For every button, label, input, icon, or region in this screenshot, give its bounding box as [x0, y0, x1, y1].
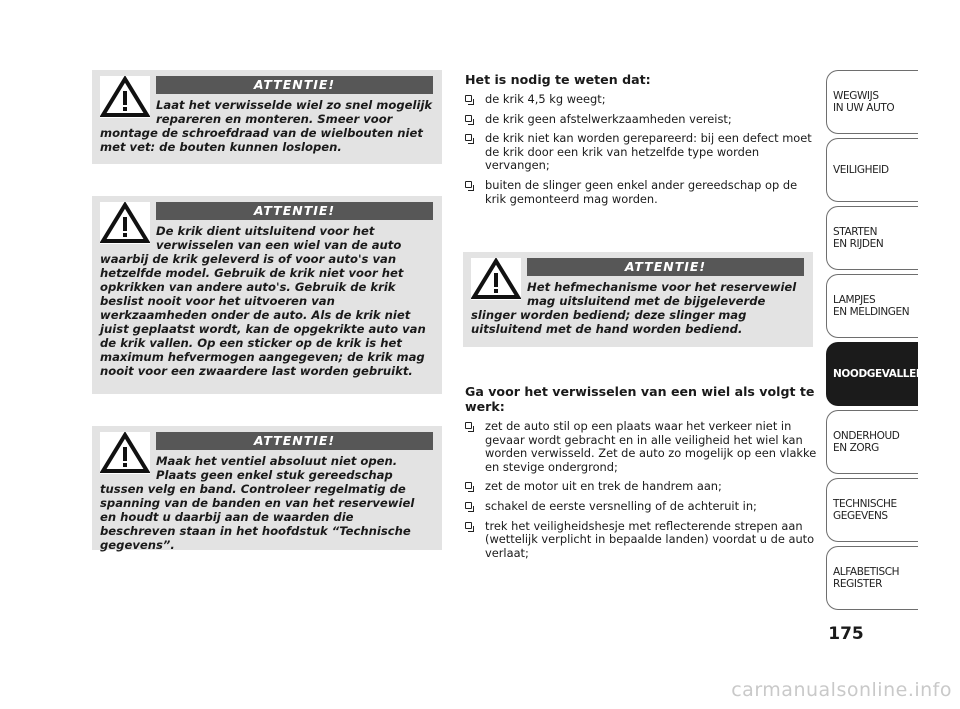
page-number: 175 — [828, 624, 864, 644]
warning-text: Laat het verwisselde wiel zo snel mogelijk repareren en monteren. Smeer voor montage de schroefdraad van de wielbouten niet met vet: de bouten kunnen loslopen. — [100, 98, 433, 154]
tab-veiligheid[interactable]: VEILIGHEID — [826, 138, 918, 202]
list-item: buiten de slinger geen enkel ander gereedschap op de krik gemonteerd mag worden. — [465, 179, 817, 206]
warning-label: ATTENTIE! — [156, 76, 433, 94]
bullet-list — [465, 93, 817, 206]
checkbox-bullet-icon — [465, 95, 472, 102]
tab-technische[interactable]: TECHNISCHE GEGEVENS — [826, 478, 918, 542]
section-heading: Het is nodig te weten dat: — [465, 72, 651, 87]
warning-triangle-icon — [100, 76, 150, 118]
checkbox-bullet-icon — [465, 522, 472, 529]
chapter-tabs — [826, 70, 925, 614]
warning-label: ATTENTIE! — [527, 258, 804, 276]
tab-starten[interactable]: STARTEN EN RIJDEN — [826, 206, 918, 270]
checkbox-bullet-icon — [465, 181, 472, 188]
warning-box-3 — [92, 426, 442, 550]
list-item: trek het veiligheidshesje met reflecterende strepen aan (wettelijk verplicht in bepaalde landen) voordat u de auto verlaat; — [465, 520, 817, 561]
warning-triangle-icon — [471, 258, 521, 300]
tab-lampjes[interactable]: LAMPJES EN MELDINGEN — [826, 274, 918, 338]
warning-box-2 — [92, 196, 442, 394]
checkbox-bullet-icon — [465, 482, 472, 489]
warning-text: Maak het ventiel absoluut niet open. Plaats geen enkel stuk gereedschap tussen velg en band. Controleer regelmatig de spanning van de banden en van het reservewiel en houdt u daarbij aan de waarden die beschreven staan in het hoofdstuk “Technische gegevens”. — [100, 454, 415, 552]
list-item: de krik 4,5 kg weegt; — [465, 93, 817, 107]
section-heading: Ga voor het verwisselen van een wiel als volgt te werk: — [465, 384, 815, 414]
warning-triangle-icon — [100, 202, 150, 244]
checkbox-bullet-icon — [465, 422, 472, 429]
list-item: de krik niet kan worden gerepareerd: bij een defect moet de krik door een krik van hetzelfde type worden vervangen; — [465, 132, 817, 173]
warning-triangle-icon — [100, 432, 150, 474]
watermark: carmanualsonline.info — [731, 679, 952, 701]
warning-label: ATTENTIE! — [156, 202, 433, 220]
tab-alfabetisch[interactable]: ALFABETISCH REGISTER — [826, 546, 918, 610]
tab-wegwijs[interactable]: WEGWIJS IN UW AUTO — [826, 70, 918, 134]
warning-box-1 — [92, 70, 442, 164]
warning-label: ATTENTIE! — [156, 432, 433, 450]
checkbox-bullet-icon — [465, 115, 472, 122]
bullet-list — [465, 420, 817, 560]
list-item: zet de auto stil op een plaats waar het verkeer niet in gevaar wordt gebracht en in alle veiligheid het wiel kan worden verwisseld. Zet de auto zo mogelijk op een vlakke en stevige ondergrond; — [465, 420, 817, 474]
list-item: de krik geen afstelwerkzaamheden vereist; — [465, 113, 817, 127]
tab-noodgevallen[interactable]: NOODGEVALLEN — [826, 342, 918, 406]
checkbox-bullet-icon — [465, 502, 472, 509]
list-item: schakel de eerste versnelling of de achteruit in; — [465, 500, 817, 514]
list-item: zet de motor uit en trek de handrem aan; — [465, 480, 817, 494]
info-section-jack — [465, 72, 817, 212]
checkbox-bullet-icon — [465, 134, 472, 141]
warning-box-4 — [463, 252, 813, 347]
info-section-procedure — [465, 384, 817, 566]
tab-onderhoud[interactable]: ONDERHOUD EN ZORG — [826, 410, 918, 474]
warning-text: De krik dient uitsluitend voor het verwisselen van een wiel van de auto waarbij de krik geleverd is of voor auto's van hetzelfde model. Gebruik de krik niet voor het opkrikken van andere auto's. Gebruik de krik beslist nooit voor het uitvoeren van werkzaamheden onder de auto. Als de krik niet juist geplaatst wordt, kan de opgekrikte auto van de krik vallen. Op een sticker op de krik is het maximum hefvermogen aangegeven; de krik mag nooit voor een zwaardere last worden gebruikt. — [100, 224, 426, 378]
warning-text: Het hefmechanisme voor het reservewiel mag uitsluitend met de bijgeleverde slinger worden bediend; deze slinger mag uitsluitend met de hand worden bediend. — [471, 280, 797, 336]
